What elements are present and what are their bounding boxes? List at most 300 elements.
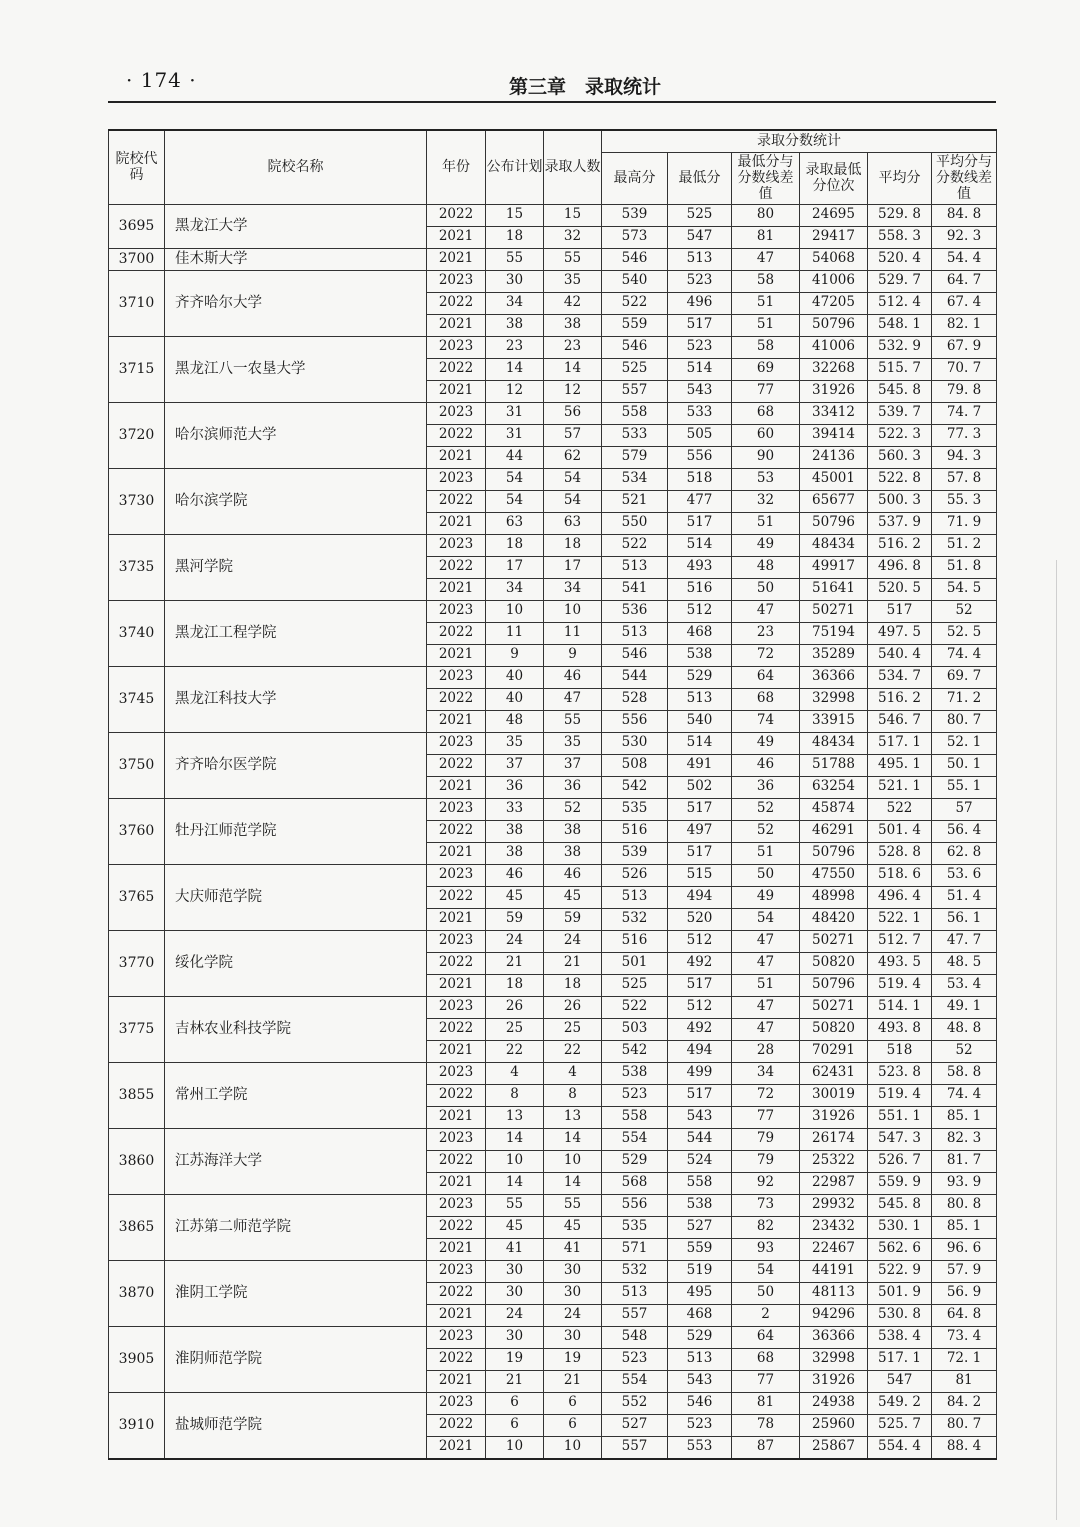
- cell-min: 468: [668, 622, 732, 644]
- cell-min-diff: 60: [732, 424, 800, 446]
- cell-year: 2021: [427, 248, 486, 270]
- school-name: 盐城师范学院: [165, 1392, 427, 1459]
- cell-min-rank: 33412: [800, 402, 868, 424]
- cell-min: 529: [668, 666, 732, 688]
- cell-avg: 496. 4: [868, 886, 932, 908]
- cell-min-diff: 50: [732, 864, 800, 886]
- cell-plan: 48: [486, 710, 544, 732]
- cell-max: 539: [602, 204, 668, 226]
- cell-avg: 512. 4: [868, 292, 932, 314]
- school-code: 3865: [109, 1194, 165, 1260]
- cell-avg-diff: 54. 5: [932, 578, 997, 600]
- cell-max: 571: [602, 1238, 668, 1260]
- header-min: 最低分: [668, 152, 732, 204]
- cell-admitted: 55: [544, 248, 602, 270]
- cell-min: 540: [668, 710, 732, 732]
- cell-admitted: 46: [544, 864, 602, 886]
- cell-max: 542: [602, 776, 668, 798]
- cell-max: 535: [602, 1216, 668, 1238]
- cell-max: 542: [602, 1040, 668, 1062]
- cell-admitted: 35: [544, 732, 602, 754]
- cell-min: 513: [668, 248, 732, 270]
- cell-plan: 44: [486, 446, 544, 468]
- cell-year: 2021: [427, 380, 486, 402]
- cell-admitted: 42: [544, 292, 602, 314]
- cell-min-rank: 54068: [800, 248, 868, 270]
- cell-plan: 45: [486, 886, 544, 908]
- cell-avg-diff: 52: [932, 1040, 997, 1062]
- cell-admitted: 21: [544, 1370, 602, 1392]
- cell-max: 535: [602, 798, 668, 820]
- cell-year: 2023: [427, 1326, 486, 1348]
- cell-avg-diff: 57: [932, 798, 997, 820]
- cell-year: 2023: [427, 930, 486, 952]
- cell-min-rank: 45874: [800, 798, 868, 820]
- cell-avg-diff: 72. 1: [932, 1348, 997, 1370]
- cell-min: 517: [668, 842, 732, 864]
- cell-avg-diff: 56. 9: [932, 1282, 997, 1304]
- cell-admitted: 38: [544, 842, 602, 864]
- cell-min: 558: [668, 1172, 732, 1194]
- cell-max: 554: [602, 1370, 668, 1392]
- school-name: 江苏第二师范学院: [165, 1194, 427, 1260]
- table-row: [109, 666, 997, 688]
- cell-admitted: 30: [544, 1260, 602, 1282]
- table-row: [109, 1392, 997, 1414]
- cell-year: 2022: [427, 688, 486, 710]
- cell-year: 2022: [427, 490, 486, 512]
- table-row: [109, 864, 997, 886]
- cell-min-diff: 49: [732, 886, 800, 908]
- table-row: [109, 468, 997, 490]
- cell-plan: 14: [486, 1172, 544, 1194]
- school-code: 3855: [109, 1062, 165, 1128]
- cell-max: 546: [602, 336, 668, 358]
- cell-min-diff: 64: [732, 666, 800, 688]
- cell-min: 491: [668, 754, 732, 776]
- cell-admitted: 17: [544, 556, 602, 578]
- cell-min: 538: [668, 1194, 732, 1216]
- cell-min-rank: 65677: [800, 490, 868, 512]
- cell-min: 529: [668, 1326, 732, 1348]
- cell-avg: 518. 6: [868, 864, 932, 886]
- cell-avg-diff: 52: [932, 600, 997, 622]
- cell-plan: 54: [486, 468, 544, 490]
- chapter-title: 第三章 录取统计: [508, 76, 661, 98]
- cell-max: 558: [602, 402, 668, 424]
- cell-max: 557: [602, 380, 668, 402]
- cell-avg-diff: 64. 7: [932, 270, 997, 292]
- cell-avg: 528. 8: [868, 842, 932, 864]
- cell-max: 550: [602, 512, 668, 534]
- cell-year: 2021: [427, 974, 486, 996]
- cell-avg: 523. 8: [868, 1062, 932, 1084]
- cell-max: 559: [602, 314, 668, 336]
- cell-admitted: 30: [544, 1326, 602, 1348]
- cell-year: 2021: [427, 1238, 486, 1260]
- school-code: 3775: [109, 996, 165, 1062]
- header-year: 年份: [427, 130, 486, 204]
- cell-avg-diff: 47. 7: [932, 930, 997, 952]
- cell-max: 528: [602, 688, 668, 710]
- cell-avg: 515. 7: [868, 358, 932, 380]
- cell-avg: 540. 4: [868, 644, 932, 666]
- cell-max: 530: [602, 732, 668, 754]
- cell-admitted: 34: [544, 578, 602, 600]
- cell-plan: 10: [486, 1436, 544, 1459]
- cell-plan: 6: [486, 1392, 544, 1414]
- cell-min-diff: 48: [732, 556, 800, 578]
- school-code: 3720: [109, 402, 165, 468]
- table-row: [109, 1128, 997, 1150]
- cell-min: 556: [668, 446, 732, 468]
- cell-min: 517: [668, 314, 732, 336]
- cell-min-rank: 47205: [800, 292, 868, 314]
- cell-plan: 31: [486, 424, 544, 446]
- cell-admitted: 10: [544, 1436, 602, 1459]
- header-avg-diff: 平均分与分数线差值: [932, 152, 997, 204]
- cell-min: 477: [668, 490, 732, 512]
- cell-plan: 41: [486, 1238, 544, 1260]
- cell-plan: 24: [486, 1304, 544, 1326]
- cell-admitted: 9: [544, 644, 602, 666]
- cell-min: 517: [668, 512, 732, 534]
- cell-avg: 539. 7: [868, 402, 932, 424]
- cell-admitted: 41: [544, 1238, 602, 1260]
- cell-admitted: 55: [544, 1194, 602, 1216]
- school-code: 3765: [109, 864, 165, 930]
- cell-min-rank: 70291: [800, 1040, 868, 1062]
- cell-min: 496: [668, 292, 732, 314]
- cell-avg-diff: 80. 7: [932, 710, 997, 732]
- cell-min-diff: 72: [732, 644, 800, 666]
- cell-year: 2021: [427, 226, 486, 248]
- cell-min: 499: [668, 1062, 732, 1084]
- cell-admitted: 6: [544, 1392, 602, 1414]
- cell-max: 557: [602, 1304, 668, 1326]
- school-code: 3710: [109, 270, 165, 336]
- cell-plan: 19: [486, 1348, 544, 1370]
- cell-min: 512: [668, 600, 732, 622]
- cell-avg: 512. 7: [868, 930, 932, 952]
- cell-plan: 55: [486, 248, 544, 270]
- cell-min: 468: [668, 1304, 732, 1326]
- cell-admitted: 24: [544, 1304, 602, 1326]
- table-row: [109, 534, 997, 556]
- school-name: 绥化学院: [165, 930, 427, 996]
- cell-min: 505: [668, 424, 732, 446]
- cell-avg: 493. 8: [868, 1018, 932, 1040]
- cell-admitted: 18: [544, 974, 602, 996]
- cell-avg-diff: 81: [932, 1370, 997, 1392]
- cell-max: 573: [602, 226, 668, 248]
- cell-plan: 38: [486, 314, 544, 336]
- cell-plan: 11: [486, 622, 544, 644]
- cell-min-rank: 29417: [800, 226, 868, 248]
- cell-min-rank: 23432: [800, 1216, 868, 1238]
- cell-year: 2023: [427, 1062, 486, 1084]
- cell-min-rank: 24136: [800, 446, 868, 468]
- cell-avg-diff: 82. 1: [932, 314, 997, 336]
- cell-year: 2023: [427, 534, 486, 556]
- table-row: [109, 1326, 997, 1348]
- school-code: 3735: [109, 534, 165, 600]
- cell-plan: 37: [486, 754, 544, 776]
- cell-plan: 35: [486, 732, 544, 754]
- cell-year: 2021: [427, 644, 486, 666]
- cell-max: 525: [602, 974, 668, 996]
- cell-min-rank: 22987: [800, 1172, 868, 1194]
- cell-year: 2021: [427, 578, 486, 600]
- cell-min: 524: [668, 1150, 732, 1172]
- cell-max: 556: [602, 1194, 668, 1216]
- cell-max: 546: [602, 248, 668, 270]
- cell-min-diff: 50: [732, 1282, 800, 1304]
- cell-min-rank: 26174: [800, 1128, 868, 1150]
- cell-plan: 21: [486, 1370, 544, 1392]
- cell-year: 2022: [427, 952, 486, 974]
- cell-admitted: 35: [544, 270, 602, 292]
- cell-min-rank: 24695: [800, 204, 868, 226]
- cell-min-rank: 48434: [800, 534, 868, 556]
- cell-avg-diff: 69. 7: [932, 666, 997, 688]
- cell-avg: 559. 9: [868, 1172, 932, 1194]
- cell-min: 527: [668, 1216, 732, 1238]
- cell-min: 518: [668, 468, 732, 490]
- cell-min-diff: 81: [732, 226, 800, 248]
- cell-avg: 522: [868, 798, 932, 820]
- cell-plan: 40: [486, 666, 544, 688]
- cell-year: 2021: [427, 776, 486, 798]
- school-code: 3700: [109, 248, 165, 270]
- cell-min: 538: [668, 644, 732, 666]
- cell-plan: 40: [486, 688, 544, 710]
- cell-max: 554: [602, 1128, 668, 1150]
- cell-min-rank: 22467: [800, 1238, 868, 1260]
- cell-min: 514: [668, 358, 732, 380]
- cell-year: 2023: [427, 600, 486, 622]
- cell-min-diff: 79: [732, 1150, 800, 1172]
- cell-max: 556: [602, 710, 668, 732]
- cell-min: 517: [668, 1084, 732, 1106]
- cell-admitted: 63: [544, 512, 602, 534]
- cell-admitted: 54: [544, 490, 602, 512]
- cell-min-diff: 77: [732, 1106, 800, 1128]
- cell-min-rank: 32268: [800, 358, 868, 380]
- cell-min-diff: 64: [732, 1326, 800, 1348]
- header-plan: 公布计划: [486, 130, 544, 204]
- cell-min: 494: [668, 886, 732, 908]
- cell-max: 503: [602, 1018, 668, 1040]
- school-name: 淮阴工学院: [165, 1260, 427, 1326]
- cell-admitted: 30: [544, 1282, 602, 1304]
- cell-year: 2022: [427, 1414, 486, 1436]
- school-name: 哈尔滨学院: [165, 468, 427, 534]
- cell-min-rank: 36366: [800, 666, 868, 688]
- cell-max: 513: [602, 556, 668, 578]
- cell-year: 2022: [427, 886, 486, 908]
- cell-year: 2022: [427, 204, 486, 226]
- cell-max: 526: [602, 864, 668, 886]
- cell-min: 513: [668, 1348, 732, 1370]
- cell-admitted: 57: [544, 424, 602, 446]
- cell-min: 523: [668, 336, 732, 358]
- cell-year: 2023: [427, 1260, 486, 1282]
- cell-max: 579: [602, 446, 668, 468]
- cell-max: 538: [602, 1062, 668, 1084]
- cell-min: 543: [668, 1370, 732, 1392]
- school-name: 吉林农业科技学院: [165, 996, 427, 1062]
- cell-avg: 516. 2: [868, 688, 932, 710]
- cell-min-diff: 47: [732, 1018, 800, 1040]
- cell-min-diff: 51: [732, 974, 800, 996]
- cell-max: 513: [602, 1282, 668, 1304]
- cell-plan: 8: [486, 1084, 544, 1106]
- cell-plan: 17: [486, 556, 544, 578]
- school-code: 3730: [109, 468, 165, 534]
- school-name: 淮阴师范学院: [165, 1326, 427, 1392]
- table-row: [109, 204, 997, 226]
- cell-min: 517: [668, 974, 732, 996]
- cell-avg: 496. 8: [868, 556, 932, 578]
- cell-avg: 514. 1: [868, 996, 932, 1018]
- cell-year: 2021: [427, 314, 486, 336]
- cell-min-rank: 51641: [800, 578, 868, 600]
- cell-min-diff: 81: [732, 1392, 800, 1414]
- cell-min: 492: [668, 1018, 732, 1040]
- school-code: 3740: [109, 600, 165, 666]
- cell-plan: 46: [486, 864, 544, 886]
- cell-year: 2021: [427, 1040, 486, 1062]
- cell-max: 516: [602, 820, 668, 842]
- cell-admitted: 47: [544, 688, 602, 710]
- cell-avg: 522. 1: [868, 908, 932, 930]
- cell-min-diff: 54: [732, 908, 800, 930]
- cell-max: 541: [602, 578, 668, 600]
- cell-min-rank: 35289: [800, 644, 868, 666]
- cell-admitted: 23: [544, 336, 602, 358]
- school-code: 3870: [109, 1260, 165, 1326]
- school-name: 齐齐哈尔大学: [165, 270, 427, 336]
- cell-admitted: 46: [544, 666, 602, 688]
- cell-avg: 520. 4: [868, 248, 932, 270]
- school-name: 黑龙江大学: [165, 204, 427, 248]
- cell-avg-diff: 93. 9: [932, 1172, 997, 1194]
- cell-admitted: 37: [544, 754, 602, 776]
- cell-min-rank: 50796: [800, 314, 868, 336]
- school-code: 3910: [109, 1392, 165, 1459]
- school-name: 牡丹江师范学院: [165, 798, 427, 864]
- cell-min-rank: 30019: [800, 1084, 868, 1106]
- cell-min: 525: [668, 204, 732, 226]
- cell-plan: 30: [486, 1326, 544, 1348]
- cell-min-diff: 73: [732, 1194, 800, 1216]
- cell-max: 513: [602, 886, 668, 908]
- cell-year: 2023: [427, 468, 486, 490]
- cell-min-diff: 79: [732, 1128, 800, 1150]
- cell-min-diff: 51: [732, 842, 800, 864]
- cell-avg: 522. 9: [868, 1260, 932, 1282]
- cell-min-diff: 51: [732, 512, 800, 534]
- cell-max: 548: [602, 1326, 668, 1348]
- cell-max: 527: [602, 1414, 668, 1436]
- cell-max: 568: [602, 1172, 668, 1194]
- cell-plan: 38: [486, 842, 544, 864]
- cell-plan: 54: [486, 490, 544, 512]
- cell-min-rank: 31926: [800, 1106, 868, 1128]
- cell-min: 514: [668, 732, 732, 754]
- cell-min-diff: 87: [732, 1436, 800, 1459]
- cell-min-diff: 49: [732, 732, 800, 754]
- cell-avg: 554. 4: [868, 1436, 932, 1459]
- cell-min: 533: [668, 402, 732, 424]
- table-row: [109, 1194, 997, 1216]
- school-code: 3860: [109, 1128, 165, 1194]
- cell-avg: 546. 7: [868, 710, 932, 732]
- header-min-diff: 最低分与分数线差值: [732, 152, 800, 204]
- cell-max: 534: [602, 468, 668, 490]
- cell-min-rank: 48113: [800, 1282, 868, 1304]
- cell-plan: 15: [486, 204, 544, 226]
- cell-plan: 14: [486, 1128, 544, 1150]
- cell-min-diff: 47: [732, 952, 800, 974]
- cell-min-diff: 58: [732, 336, 800, 358]
- table-row: [109, 1062, 997, 1084]
- cell-min-diff: 51: [732, 292, 800, 314]
- cell-min-diff: 80: [732, 204, 800, 226]
- cell-plan: 6: [486, 1414, 544, 1436]
- cell-avg: 551. 1: [868, 1106, 932, 1128]
- cell-min-diff: 58: [732, 270, 800, 292]
- table-row: [109, 336, 997, 358]
- cell-admitted: 8: [544, 1084, 602, 1106]
- cell-year: 2021: [427, 1106, 486, 1128]
- cell-avg-diff: 77. 3: [932, 424, 997, 446]
- cell-year: 2022: [427, 1282, 486, 1304]
- cell-avg-diff: 70. 7: [932, 358, 997, 380]
- cell-max: 522: [602, 292, 668, 314]
- header-score-group: 录取分数统计: [602, 130, 997, 152]
- cell-admitted: 38: [544, 820, 602, 842]
- cell-year: 2022: [427, 1150, 486, 1172]
- table-row: [109, 798, 997, 820]
- school-code: 3770: [109, 930, 165, 996]
- cell-plan: 24: [486, 930, 544, 952]
- cell-admitted: 10: [544, 1150, 602, 1172]
- cell-plan: 45: [486, 1216, 544, 1238]
- header-name: 院校名称: [165, 130, 427, 204]
- cell-avg-diff: 92. 3: [932, 226, 997, 248]
- cell-min-rank: 25322: [800, 1150, 868, 1172]
- cell-admitted: 19: [544, 1348, 602, 1370]
- cell-admitted: 24: [544, 930, 602, 952]
- cell-min-rank: 75194: [800, 622, 868, 644]
- cell-min-rank: 50796: [800, 974, 868, 996]
- school-name: 常州工学院: [165, 1062, 427, 1128]
- table-row: [109, 248, 997, 270]
- cell-avg: 560. 3: [868, 446, 932, 468]
- cell-min-rank: 48434: [800, 732, 868, 754]
- cell-plan: 34: [486, 578, 544, 600]
- school-name: 黑龙江八一农垦大学: [165, 336, 427, 402]
- cell-year: 2021: [427, 908, 486, 930]
- cell-max: 544: [602, 666, 668, 688]
- cell-max: 546: [602, 644, 668, 666]
- cell-avg-diff: 58. 8: [932, 1062, 997, 1084]
- school-name: 哈尔滨师范大学: [165, 402, 427, 468]
- cell-plan: 63: [486, 512, 544, 534]
- cell-admitted: 14: [544, 1128, 602, 1150]
